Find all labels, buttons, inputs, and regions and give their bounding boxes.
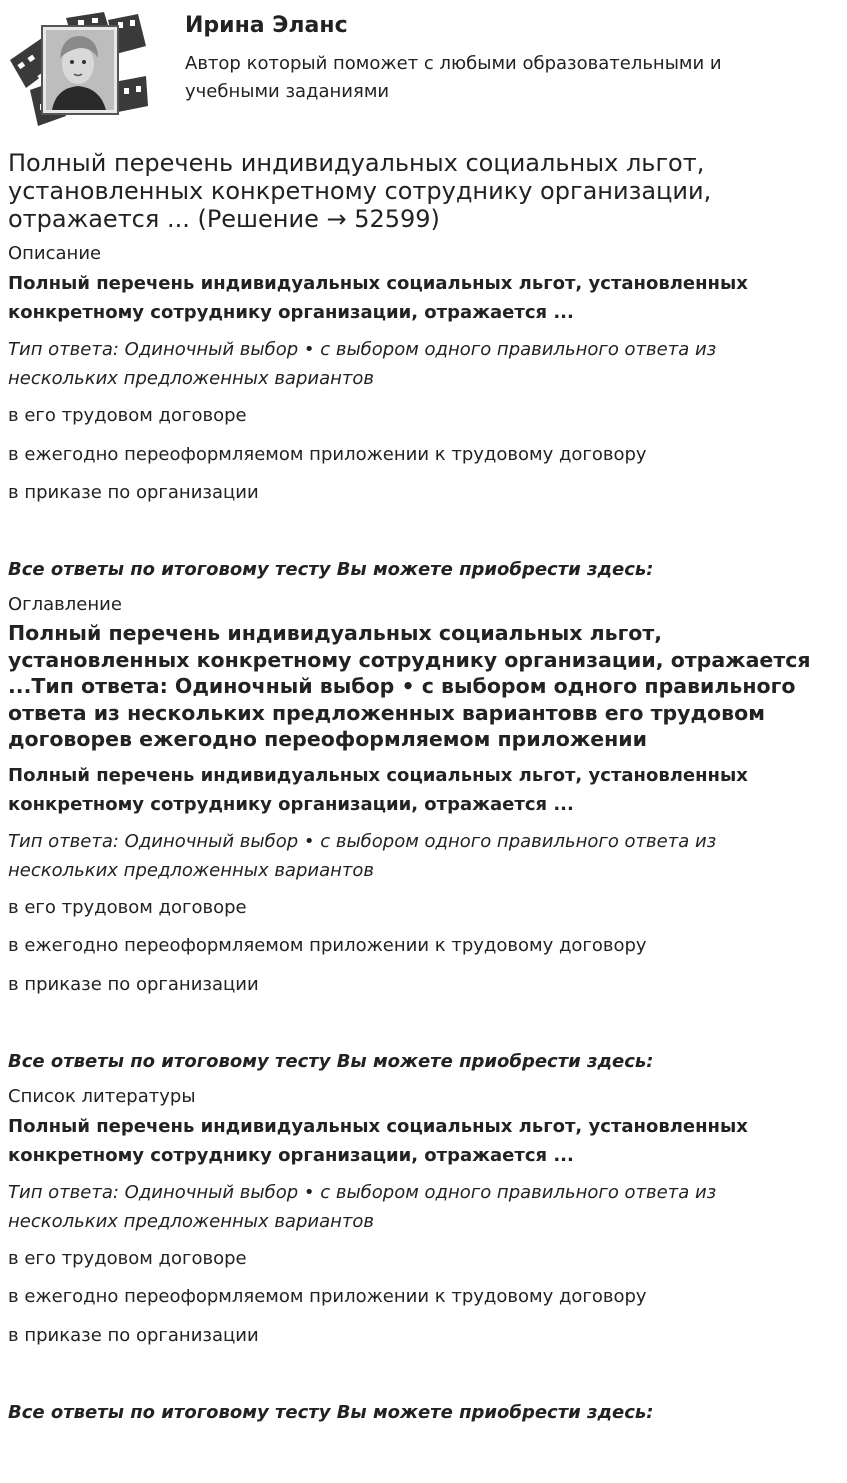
section-label-literature: Список литературы	[8, 1085, 196, 1107]
answer-option: в приказе по организации	[8, 1324, 259, 1346]
answer-option: в приказе по организации	[8, 973, 259, 995]
buy-answers-text: Все ответы по итоговому тесту Вы можете приобрести здесь:	[8, 1050, 654, 1072]
answer-option: в ежегодно переоформляемом приложении к трудовому договору	[8, 935, 647, 956]
author-name[interactable]: Ирина Эланс	[185, 13, 348, 38]
answer-option: в ежегодно переоформляемом приложении к трудовому договору	[8, 443, 647, 465]
page-title: Полный перечень индивидуальных социальных льгот, установленных конкретному сотруднику организации, отражается ... (Решение → 52599)	[8, 149, 712, 233]
answer-option: в его трудовом договоре	[8, 405, 247, 426]
question-text: Полный перечень индивидуальных социальных льгот, установленных конкретному сотруднику организации, отражается ...	[8, 1115, 748, 1166]
answer-type: Тип ответа: Одиночный выбор • с выбором одного правильного ответа из нескольких предложенных вариантов	[8, 1181, 717, 1232]
answer-type: Тип ответа: Одиночный выбор • с выбором одного правильного ответа из нескольких предложенных вариантов	[8, 830, 717, 881]
answer-option: в приказе по организации	[8, 482, 259, 503]
section-label-toc: Оглавление	[8, 594, 122, 615]
literature-section	[8, 1086, 818, 1427]
toc-heading: Полный перечень индивидуальных социальных льгот, установленных конкретному сотруднику организации, отражается ...Тип ответа: Одиночный выбор • с выбором одного правильного ответа из нескольких предложенных вариантовв его трудовом договорев ежегодно переоформляемом приложении	[8, 621, 811, 751]
avatar	[6, 8, 152, 128]
buy-answers-text: Все ответы по итоговому тесту Вы можете приобрести здесь:	[8, 559, 654, 580]
author-description: Автор который поможет с любыми образовательными и учебными заданиями	[185, 53, 722, 102]
toc-section	[8, 594, 818, 1076]
answer-option: в его трудовом договоре	[8, 1247, 247, 1269]
buy-answers-text: Все ответы по итоговому тесту Вы можете приобрести здесь:	[8, 1401, 654, 1423]
description-section	[8, 243, 818, 584]
main-content	[8, 149, 818, 1427]
film-strip-avatar-icon	[6, 8, 152, 128]
answer-option: в его трудовом договоре	[8, 896, 247, 918]
answer-type: Тип ответа: Одиночный выбор • с выбором одного правильного ответа из нескольких предложенных вариантов	[8, 339, 717, 389]
answer-option: в ежегодно переоформляемом приложении к трудовому договору	[8, 1286, 647, 1307]
question-text: Полный перечень индивидуальных социальных льгот, установленных конкретному сотруднику организации, отражается ...	[8, 273, 748, 323]
author-card	[0, 0, 847, 140]
question-text: Полный перечень индивидуальных социальных льгот, установленных конкретному сотруднику организации, отражается ...	[8, 764, 748, 815]
section-label-description: Описание	[8, 243, 102, 264]
